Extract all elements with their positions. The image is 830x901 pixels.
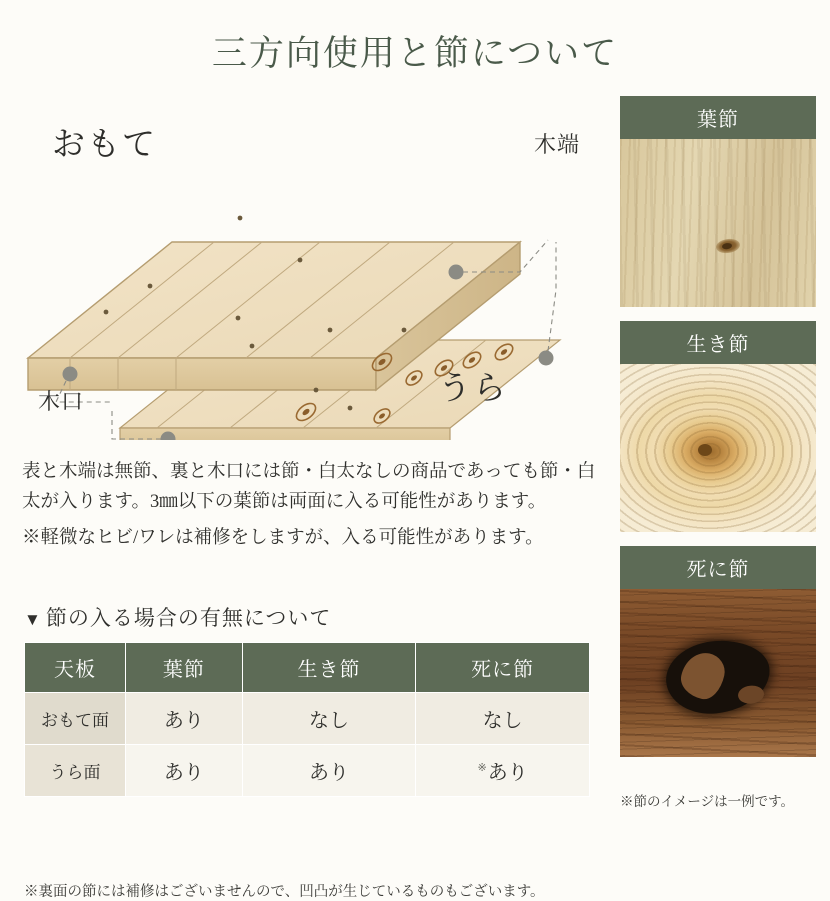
table-heading-text: 節の入る場合の有無について (45, 606, 332, 630)
table-row (25, 745, 590, 797)
asterisk-mark: ※ (477, 762, 487, 775)
table-footnote: ※裏面の節には補修はございませんので、凹凸が生じているものもございます。 (24, 884, 545, 900)
cell-back-leaf: あり (126, 745, 243, 797)
photo-label-live-knot: 生き節 (620, 321, 816, 364)
row-label-back: うら面 (25, 745, 126, 797)
photo-label-dead-knot: 死に節 (620, 546, 816, 589)
photo-card-dead-knot (620, 546, 816, 757)
photo-column (620, 96, 816, 771)
column-header-dead-knot: 死に節 (416, 643, 590, 693)
table-header-row (25, 643, 590, 693)
cell-front-leaf: あり (126, 693, 243, 745)
photo-leaf-knot (620, 139, 816, 307)
board-diagram (0, 90, 612, 440)
cell-front-dead: なし (416, 693, 590, 745)
cell-back-dead-value: あり (487, 762, 528, 784)
description-paragraph: 表と木端は無節、裏と木口には節・白太なしの商品であっても節・白太が入ります。3㎜以下の葉節は両面に入る可能性があります。 (22, 462, 596, 512)
photo-card-leaf-knot (620, 96, 816, 307)
photo-dead-knot (620, 589, 816, 757)
column-header-leaf-knot: 葉節 (126, 643, 243, 693)
photo-note: ※節のイメージは一例です。 (620, 794, 795, 809)
photo-card-live-knot (620, 321, 816, 532)
photo-live-knot (620, 364, 816, 532)
page-title: 三方向使用と節について (211, 34, 619, 73)
description-block (22, 458, 602, 554)
photo-label-leaf-knot: 葉節 (620, 96, 816, 139)
row-label-front: おもて面 (25, 693, 126, 745)
knot-presence-table (24, 642, 590, 797)
left-column (0, 90, 612, 900)
label-ura: うら (438, 371, 508, 407)
label-kobashi: 木端 (534, 132, 581, 157)
column-header-surface: 天板 (25, 643, 126, 693)
table-row (25, 693, 590, 745)
table-heading (24, 602, 331, 632)
cell-front-live: なし (242, 693, 416, 745)
triangle-down-icon: ▼ (24, 610, 42, 629)
label-omote: おもて (52, 127, 157, 163)
cell-back-dead (416, 745, 590, 797)
cell-back-live: あり (242, 745, 416, 797)
description-note: ※軽微なヒビ/ワレは補修をしますが、入る可能性があります。 (22, 527, 544, 548)
label-koguchi: 木口 (38, 389, 85, 414)
column-header-live-knot: 生き節 (242, 643, 416, 693)
leaf-knot-mark (715, 237, 741, 254)
